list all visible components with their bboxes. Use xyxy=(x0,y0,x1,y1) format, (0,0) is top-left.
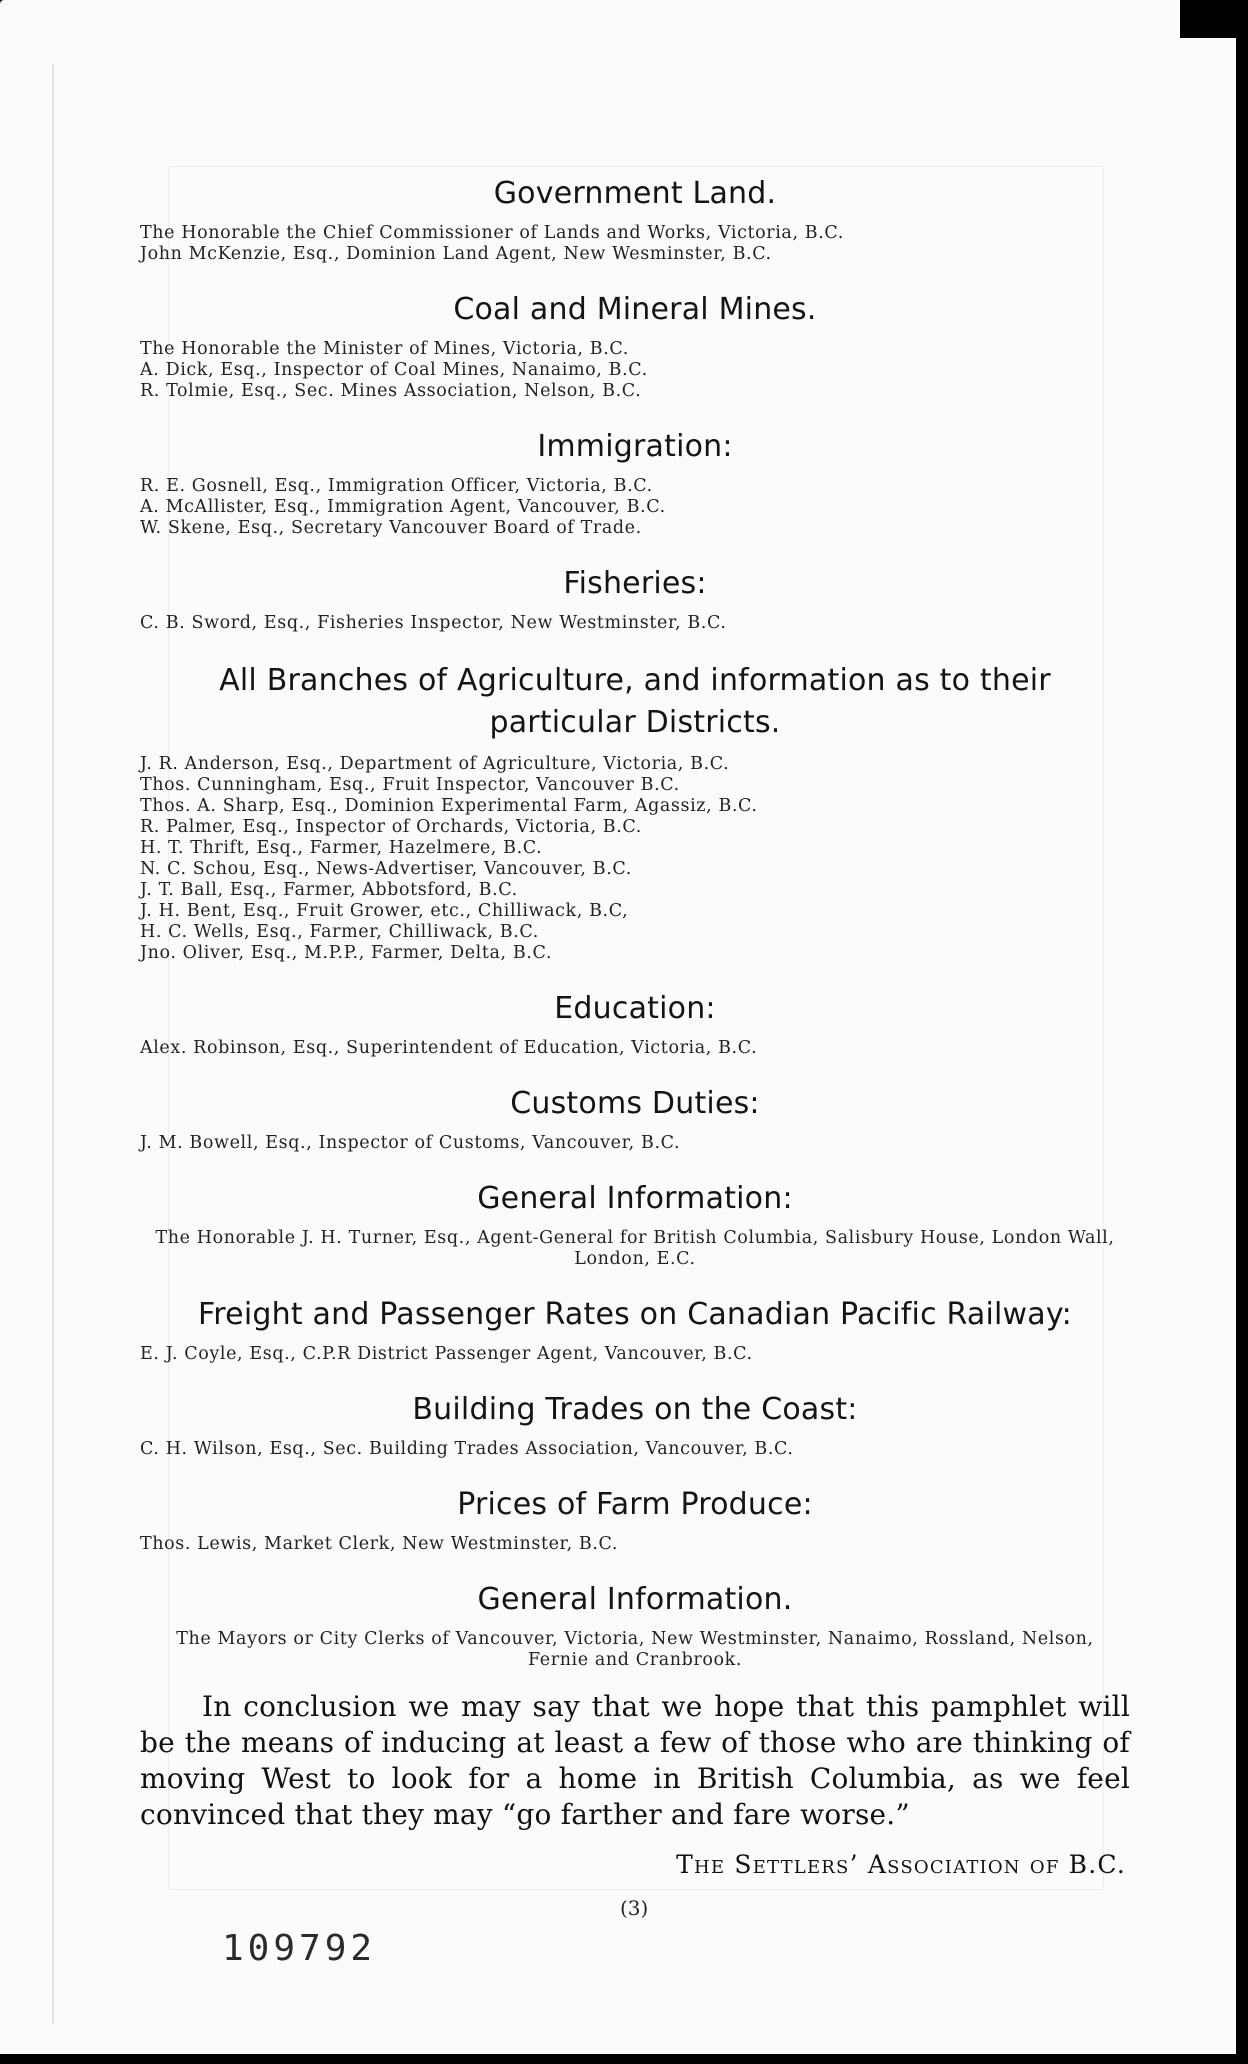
contact-entry: N. C. Schou, Esq., News-Advertiser, Vancouver, B.C. xyxy=(140,859,632,879)
section-education xyxy=(140,990,1130,1059)
section-heading: General Information: xyxy=(477,1181,793,1216)
section-general-information-mayors xyxy=(140,1581,1130,1671)
contact-entry: R. E. Gosnell, Esq., Immigration Officer, Victoria, B.C. xyxy=(140,476,653,496)
section-general-information xyxy=(140,1180,1130,1270)
contact-entry: John McKenzie, Esq., Dominion Land Agent, New Wesminster, B.C. xyxy=(140,244,772,264)
contact-entry: H. T. Thrift, Esq., Farmer, Hazelmere, B.C. xyxy=(140,838,543,858)
scan-edge xyxy=(1180,0,1248,38)
contact-entry: J. H. Bent, Esq., Fruit Grower, etc., Chilliwack, B.C, xyxy=(140,901,629,921)
contact-entry: The Honorable the Minister of Mines, Victoria, B.C. xyxy=(140,339,629,359)
contact-entry: W. Skene, Esq., Secretary Vancouver Board of Trade. xyxy=(140,518,642,538)
contact-entry: The Honorable J. H. Turner, Esq., Agent-General for British Columbia, Salisbury House, London Wall, London, E.C. xyxy=(155,1228,1115,1269)
section-heading: Fisheries: xyxy=(563,566,707,601)
section-heading: Coal and Mineral Mines. xyxy=(453,292,817,327)
section-building-trades xyxy=(140,1391,1130,1460)
contact-entry: J. T. Ball, Esq., Farmer, Abbotsford, B.C. xyxy=(140,880,518,900)
contact-entry: Thos. A. Sharp, Esq., Dominion Experimental Farm, Agassiz, B.C. xyxy=(140,796,758,816)
contact-entry: J. R. Anderson, Esq., Department of Agriculture, Victoria, B.C. xyxy=(140,754,730,774)
contact-entry: H. C. Wells, Esq., Farmer, Chilliwack, B.C. xyxy=(140,922,539,942)
section-heading: Customs Duties: xyxy=(510,1086,760,1121)
section-heading: Education: xyxy=(554,991,716,1026)
contact-entry: C. B. Sword, Esq., Fisheries Inspector, New Westminster, B.C. xyxy=(140,613,727,633)
section-agriculture xyxy=(140,660,1130,964)
stamp-number: 109792 xyxy=(222,1928,377,1969)
page-number: (3) xyxy=(620,1896,649,1920)
contact-entry: R. Palmer, Esq., Inspector of Orchards, Victoria, B.C. xyxy=(140,817,642,837)
contact-entry: Jno. Oliver, Esq., M.P.P., Farmer, Delta, B.C. xyxy=(140,943,553,963)
contact-entry: C. H. Wilson, Esq., Sec. Building Trades Association, Vancouver, B.C. xyxy=(140,1439,794,1459)
contact-entry: The Mayors or City Clerks of Vancouver, Victoria, New Westminster, Nanaimo, Rossland, Nelson, Fernie and Cranbrook. xyxy=(176,1629,1094,1670)
page-content xyxy=(140,175,1130,1833)
section-fisheries xyxy=(140,565,1130,634)
conclusion-paragraph: In conclusion we may say that we hope that this pamphlet will be the means of inducing at least a few of those who are thinking of moving West to look for a home in British Columbia, as we feel convinced that they may “go farther and fare worse.” xyxy=(140,1690,1130,1831)
contact-entry: E. J. Coyle, Esq., C.P.R District Passenger Agent, Vancouver, B.C. xyxy=(140,1344,753,1364)
contact-entry: Alex. Robinson, Esq., Superintendent of Education, Victoria, B.C. xyxy=(140,1038,758,1058)
section-heading: Freight and Passenger Rates on Canadian Pacific Railway: xyxy=(198,1297,1072,1332)
section-customs xyxy=(140,1085,1130,1154)
contact-entry: A. McAllister, Esq., Immigration Agent, Vancouver, B.C. xyxy=(140,497,666,517)
contact-entry: Thos. Lewis, Market Clerk, New Westminster, B.C. xyxy=(140,1534,619,1554)
section-heading: Building Trades on the Coast: xyxy=(412,1392,858,1427)
section-heading: Immigration: xyxy=(537,429,733,464)
contact-entry: J. M. Bowell, Esq., Inspector of Customs, Vancouver, B.C. xyxy=(140,1133,681,1153)
section-farm-produce xyxy=(140,1486,1130,1555)
section-heading: All Branches of Agriculture, and information as to their particular Districts. xyxy=(219,663,1051,740)
section-coal-mines xyxy=(140,291,1130,402)
signature: The Settlers’ Association of B.C. xyxy=(676,1850,1126,1879)
section-heading: Prices of Farm Produce: xyxy=(457,1487,813,1522)
section-government-land xyxy=(140,175,1130,265)
section-immigration xyxy=(140,428,1130,539)
section-heading: Government Land. xyxy=(493,176,777,211)
contact-entry: R. Tolmie, Esq., Sec. Mines Association, Nelson, B.C. xyxy=(140,381,642,401)
page-fold-line xyxy=(52,64,54,2024)
section-heading: General Information. xyxy=(477,1582,793,1617)
contact-entry: The Honorable the Chief Commissioner of Lands and Works, Victoria, B.C. xyxy=(140,223,844,243)
section-freight-rates xyxy=(140,1296,1130,1365)
contact-entry: Thos. Cunningham, Esq., Fruit Inspector, Vancouver B.C. xyxy=(140,775,680,795)
contact-entry: A. Dick, Esq., Inspector of Coal Mines, Nanaimo, B.C. xyxy=(140,360,648,380)
